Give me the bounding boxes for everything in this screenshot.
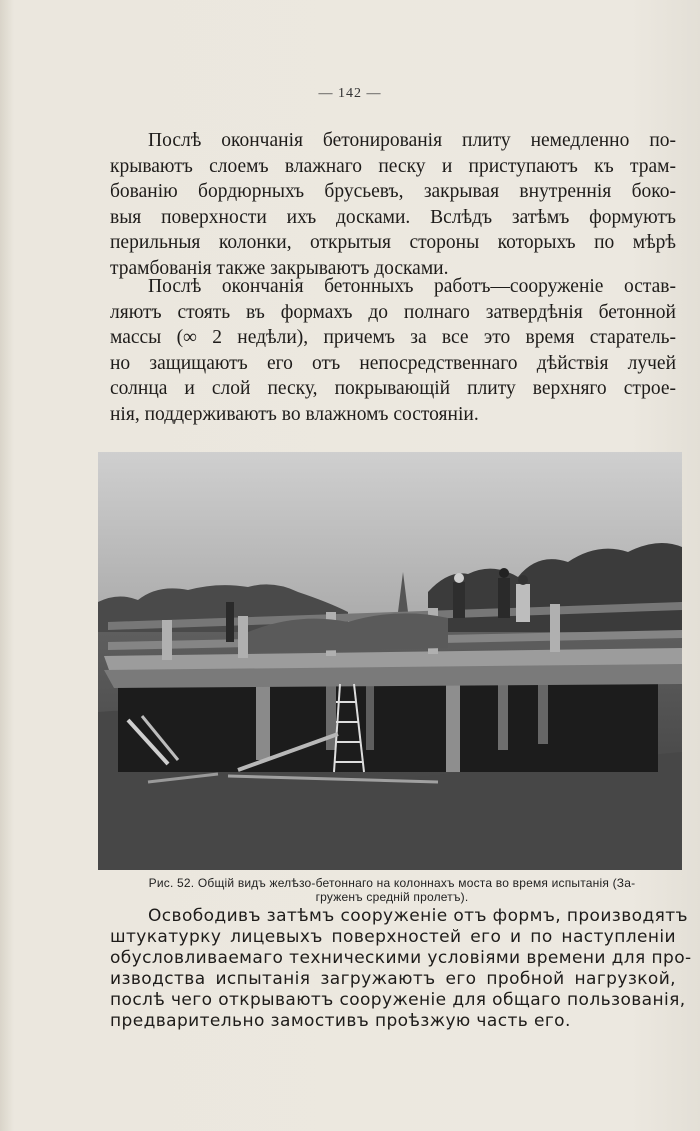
text-line: крываютъ слоемъ влажнаго песку и приступаютъ къ трам- — [110, 155, 676, 177]
caption-line: Рис. 52. Общій видъ желѣзо-бетоннаго на колоннахъ моста во время испытанія (За- — [148, 876, 636, 890]
text-line: предварительно замостивъ проѣзжую часть его. — [110, 1011, 571, 1031]
figure-caption — [106, 876, 678, 904]
text-line: но защищаютъ его отъ непосредственнаго дѣйствія лучей — [110, 352, 676, 374]
text-line: бованію бордюрныхъ брусьевъ, закрывая внутреннія боко- — [110, 181, 676, 203]
text-line: послѣ чего открываютъ сооруженіе для общаго пользованія, — [110, 990, 686, 1010]
paragraph-2 — [110, 274, 676, 428]
text-line: трамбованія также закрываютъ досками. — [110, 257, 449, 279]
text-line: выя поверхности ихъ досками. Вслѣдъ затѣмъ формуютъ — [110, 206, 676, 228]
text-line: солнца и слой песку, покрывающій плиту верхняго строе- — [110, 378, 676, 400]
text-line: штукатурку лицевыхъ поверхностей его и по наступленіи — [110, 927, 676, 947]
text-line: Послѣ окончанія бетонныхъ работъ—сооруженіе остав- — [148, 276, 676, 297]
text-line: изводства испытанія загружаютъ его пробной нагрузкой, — [110, 969, 676, 989]
text-line: перильныя колонки, открытыя стороны которыхъ по мѣрѣ — [110, 232, 676, 254]
text-line: Послѣ окончанія бетонированія плиту немедленно по- — [148, 130, 676, 151]
text-line: ляютъ стоять въ формахъ до полнаго затвердѣнія бетонной — [110, 301, 676, 323]
text-line: нія, поддерживаютъ во влажномъ состояніи. — [110, 403, 479, 425]
paragraph-3 — [110, 906, 692, 1032]
text-line: массы (∞ 2 недѣли), причемъ за все это время старатель- — [110, 327, 676, 349]
caption-line: груженъ средній пролетъ). — [315, 890, 469, 904]
text-line: Освободивъ затѣмъ сооруженіе отъ формъ, производятъ — [148, 906, 688, 926]
text-line: обусловливаемаго техническими условіями времени для про- — [110, 948, 692, 968]
paragraph-1 — [110, 128, 676, 282]
bridge-photograph — [98, 452, 682, 870]
page-number: — 142 — — [318, 86, 382, 101]
